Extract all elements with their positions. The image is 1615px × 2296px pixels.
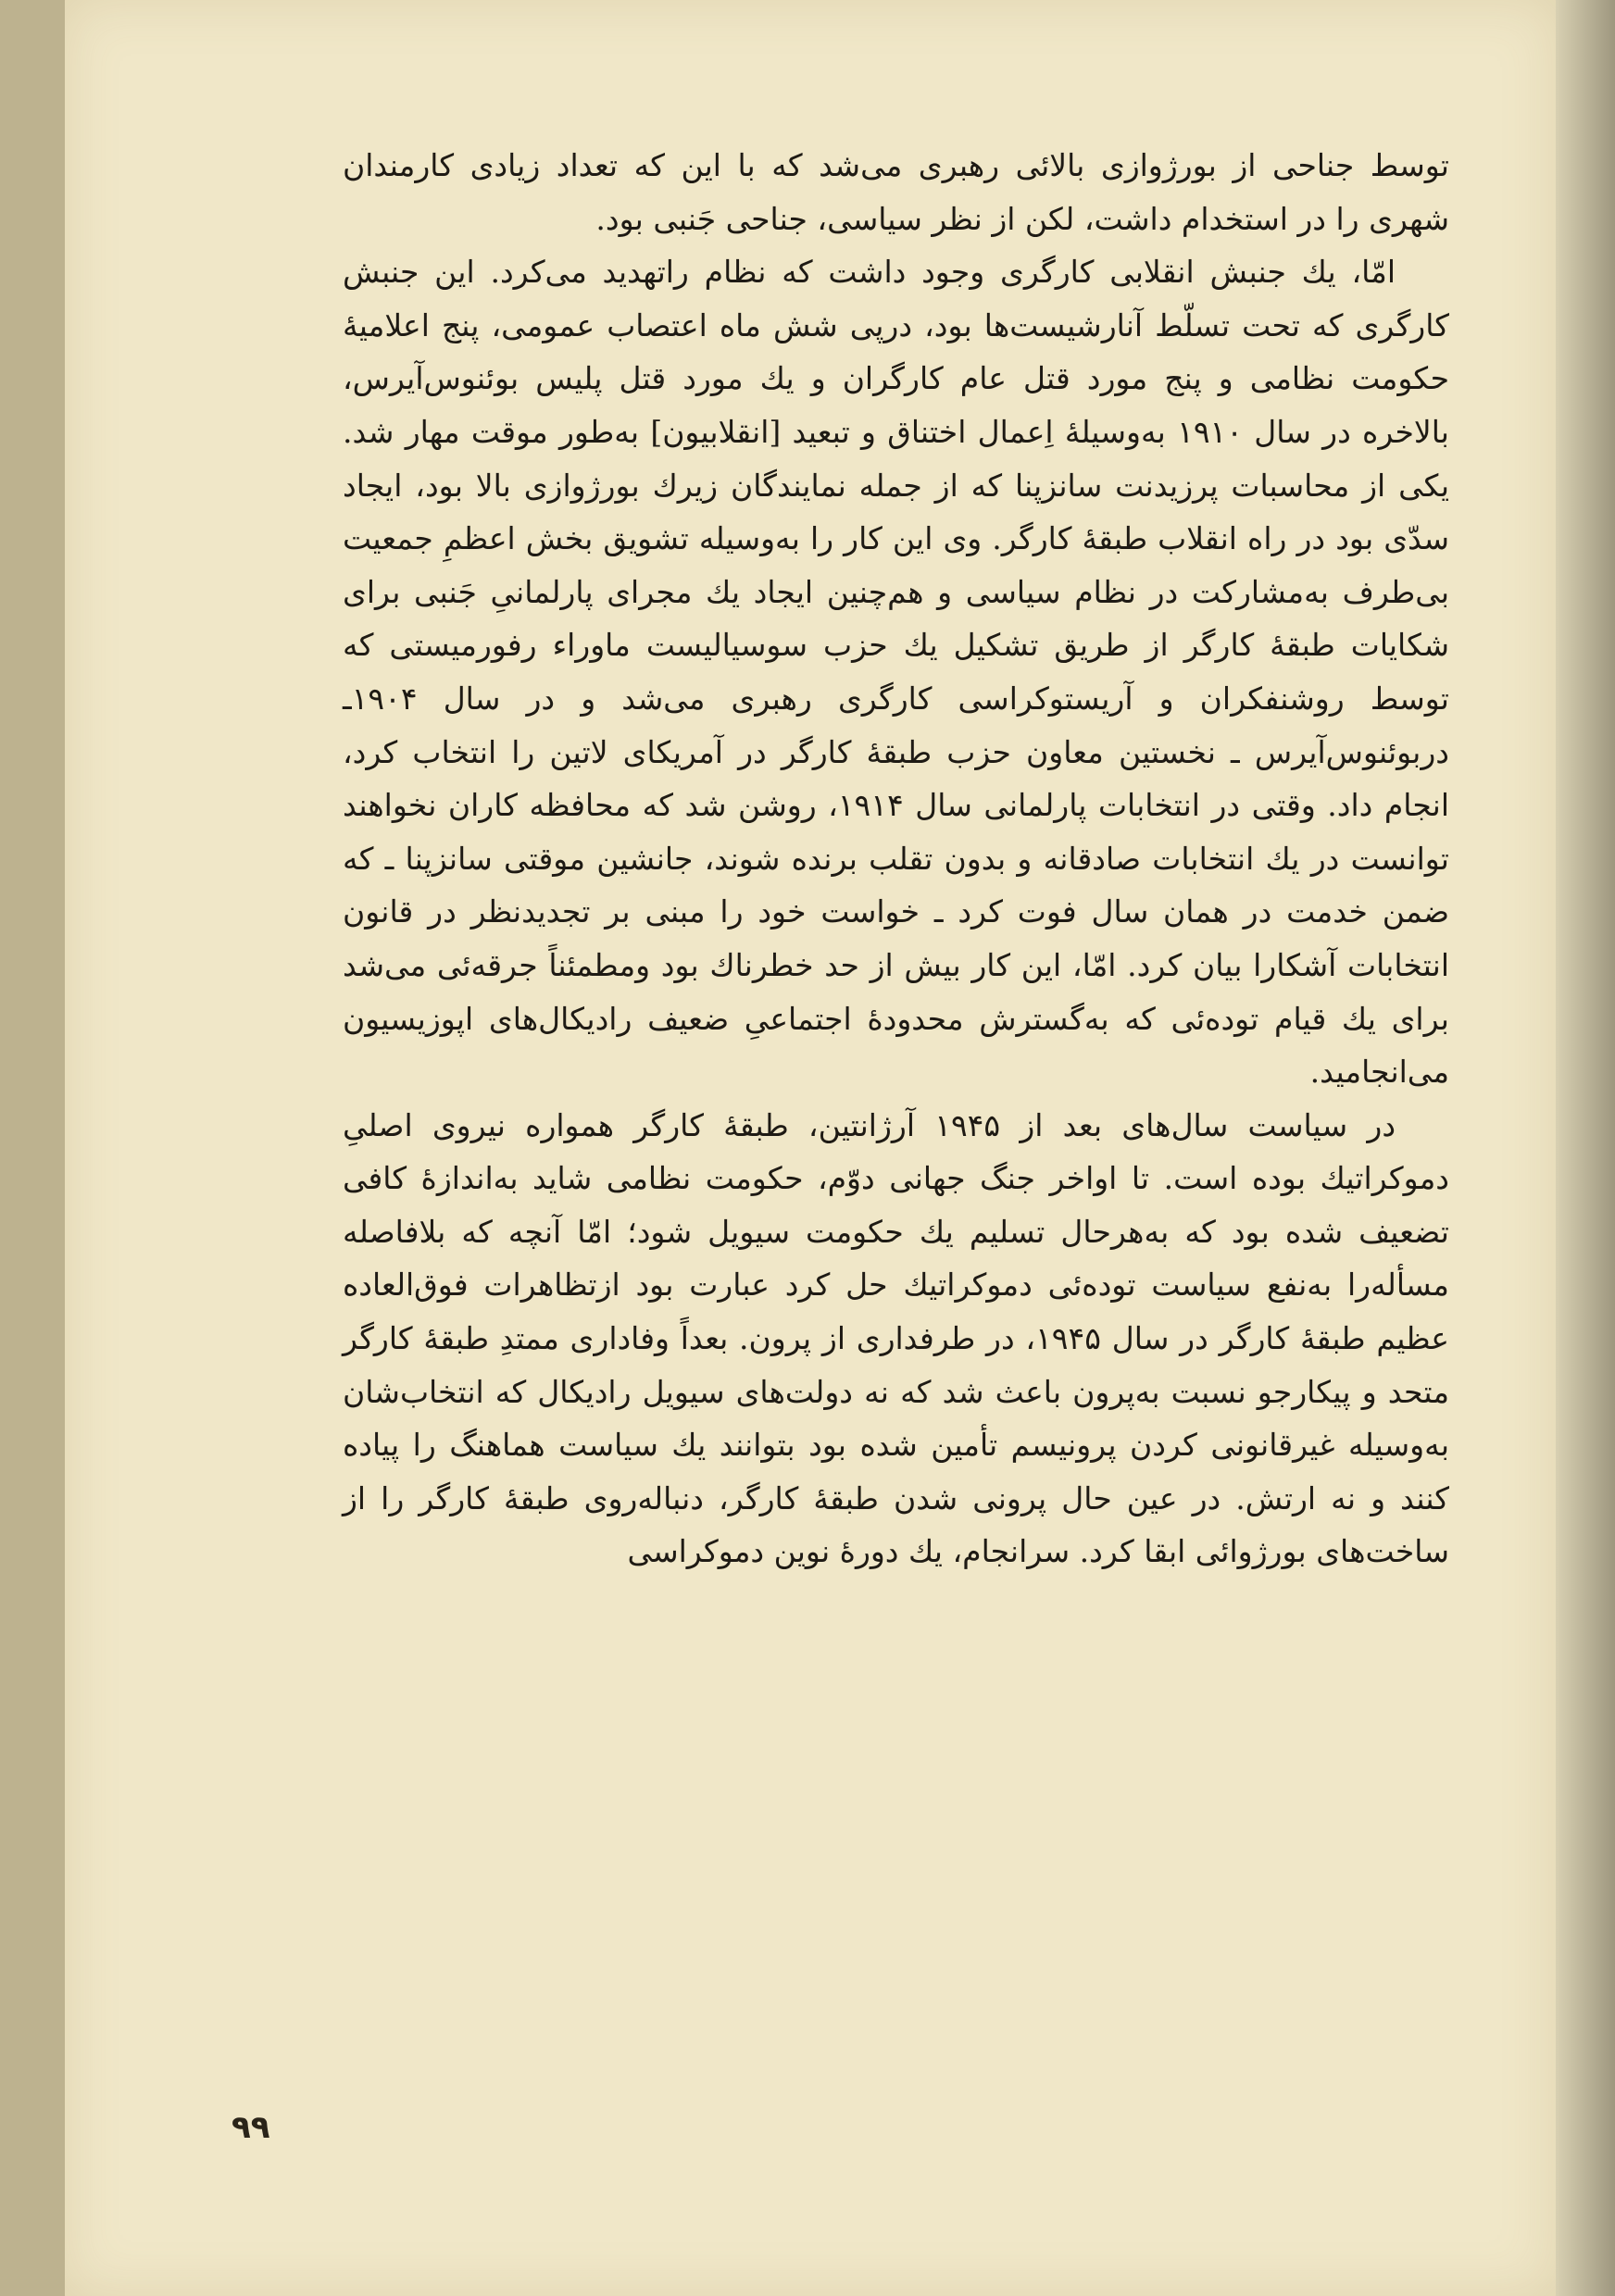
paragraph-2: امّا، یك جنبش انقلابی کارگری وجود داشت که نظام راتهدید می‌کرد. این جنبش کارگری که تحت تسلّط آنارشیست‌ها بود، درپی شش ماه اعتصاب عمومی، پنج اعلامیهٔ حکومت نظامی و پنج مورد قتل عام کارگران و یك مورد قتل پلیس بوئنوس‌آیرس، بالاخره در سال ۱۹۱۰ به‌وسیلهٔ اِعمال اختناق و تبعید [انقلابیون] به‌طور موقت مهار شد. یکی از محاسبات پرزیدنت سانزپنا که از جمله نمایندگان زیرك بورژوازی بالا بود، ایجاد سدّی بود در راه انقلاب طبقهٔ کارگر. وی این کار را به‌وسیله تشویق بخش اعظمِ جمعیت بی‌طرف به‌مشارکت در نظام سیاسی و هم‌چنین ایجاد یك مجرای پارلمانیِ جَنبی برای شکایات طبقهٔ کارگر از طریق تشکیل یك حزب سوسیالیست ماوراء رفورمیستی که توسط روشنفکران و آریستوکراسی کارگری رهبری می‌شد و در سال ۱۹۰۴ـ دربوئنوس‌آیرس ـ نخستین معاون حزب طبقهٔ کارگر در آمریکای لاتین را انتخاب کرد، انجام داد. وقتی در انتخابات پارلمانی سال ۱۹۱۴، روشن شد که محافظه کاران نخواهند توانست در یك انتخابات صادقانه و بدون تقلب برنده شوند، جانشین موقتی سانزپنا ـ که ضمن خدمت در همان سال فوت کرد ـ خواست خود را مبنی بر تجدیدنظر در قانون انتخابات آشکارا بیان کرد. امّا، این کار بیش از حد خطرناك بود ومطمئناً جرقه‌ئی می‌شد برای یك قیام توده‌ئی که به‌گسترش محدودهٔ اجتماعیِ ضعیف رادیکال‌های اپوزیسیون می‌انجامید. — [343, 254, 1449, 1091]
paragraph-1: توسط جناحی از بورژوازی بالائی رهبری می‌شد که با این که تعداد زیادی کارمندان شهری را در استخدام داشت، لکن از نظر سیاسی، جناحی جَنبی بود. — [343, 147, 1449, 237]
page-edge — [1556, 0, 1615, 2296]
page-number: ۹۹ — [232, 2109, 270, 2146]
paragraph-3: در سیاست سال‌های بعد از ۱۹۴۵ آرژانتین، طبقهٔ کارگر همواره نیروی اصلیِ دموکراتیك بوده است. تا اواخر جنگ جهانی دوّم، حکومت نظامی شاید به‌اندازهٔ کافی تضعیف شده بود که به‌هرحال تسلیم یك حکومت سیویل شود؛ امّا آنچه که بلافاصله مسأله‌را به‌نفع سیاست توده‌ئی دموکراتیك حل کرد عبارت بود ازتظاهرات فوق‌العاده عظیم طبقهٔ کارگر در سال ۱۹۴۵، در طرفداری از پرون. بعداً وفاداری ممتدِ طبقهٔ کارگر متحد و پیکارجو نسبت به‌پرون باعث شد که نه دولت‌های سیویل رادیکال که انتخاب‌شان به‌وسیله غیرقانونی کردن پرونیسم تأمین شده بود بتوانند یك سیاست هماهنگ را پیاده کنند و نه ارتش. در عین حال پرونی شدن طبقهٔ کارگر، دنباله‌روی طبقهٔ کارگر را از ساخت‌های بورژوائی ابقا کرد. سرانجام، یك دورهٔ نوین دموکراسی — [343, 1106, 1450, 1570]
book-page — [65, 0, 1556, 2296]
body-text — [343, 139, 1449, 1578]
